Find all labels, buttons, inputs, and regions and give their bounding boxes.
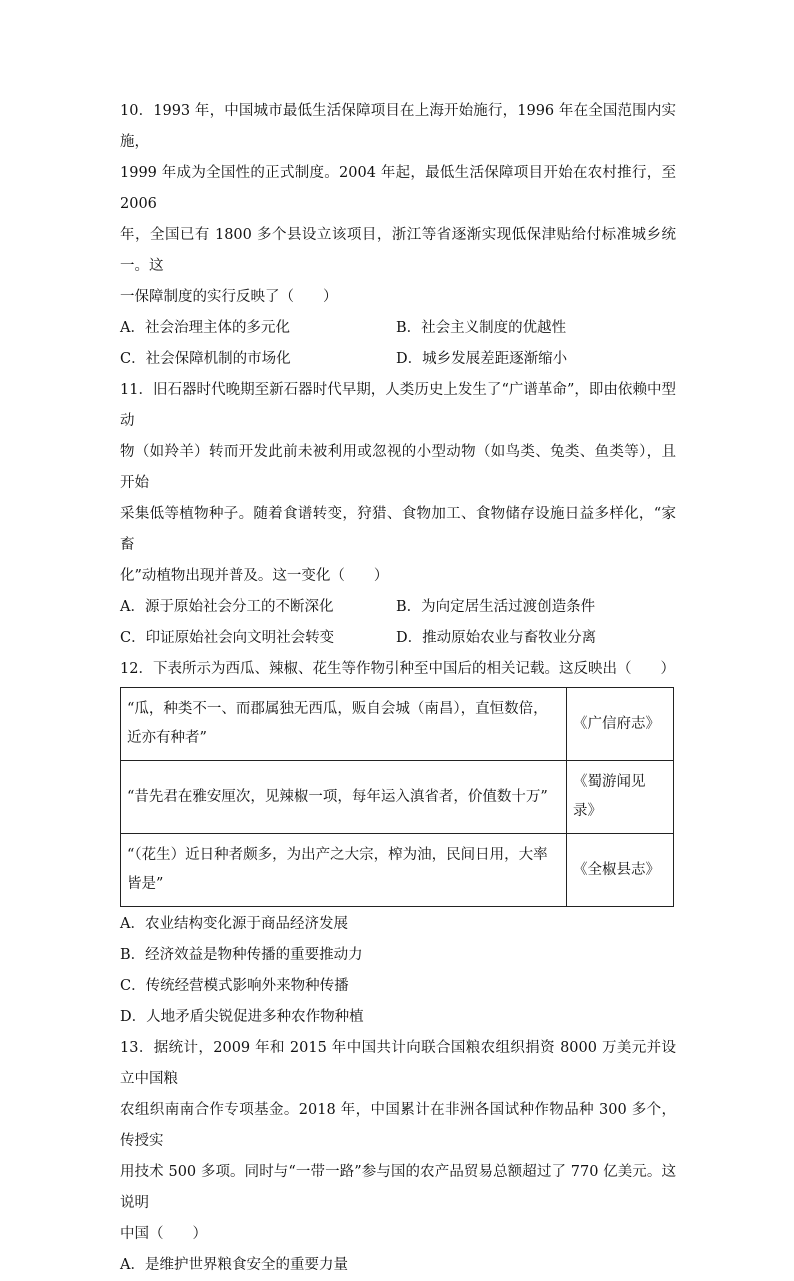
question-10-line-3: 年，全国已有 1800 多个县设立该项目，浙江等省逐渐实现低保津贴给付标准城乡统一。这 xyxy=(120,227,676,274)
question-13-line-4: 中国（ ） xyxy=(120,1226,207,1242)
question-10-line-1: 10．1993 年，中国城市最低生活保障项目在上海开始施行，1996 年在全国范围内实施， xyxy=(120,103,676,150)
question-10-option-c[interactable]: C．社会保障机制的市场化 xyxy=(120,351,291,367)
question-11-options-row-2 xyxy=(120,623,676,654)
question-10-line-4: 一保障制度的实行反映了（ ） xyxy=(120,289,338,305)
question-10-option-a[interactable]: A．社会治理主体的多元化 xyxy=(120,320,290,336)
question-13-line-2: 农组织南南合作专项基金。2018 年，中国累计在非洲各国试种作物品种 300 多个，传授实 xyxy=(120,1102,676,1149)
table-cell-quote: “瓜，种类不一、而郡属独无西瓜，贩自会城（南昌），直恒数倍，近亦有种者” xyxy=(121,688,567,761)
question-10 xyxy=(120,96,676,375)
question-11-option-a[interactable]: A．源于原始社会分工的不断深化 xyxy=(120,599,334,615)
question-12-option-d[interactable]: D．人地矛盾尖锐促进多种农作物种植 xyxy=(120,1009,364,1025)
question-10-option-d[interactable]: D．城乡发展差距逐渐缩小 xyxy=(396,351,568,367)
question-page xyxy=(120,96,676,1281)
table-cell-source: 《广信府志》 xyxy=(567,688,674,761)
question-10-options-row-1 xyxy=(120,313,676,344)
question-11-line-3: 采集低等植物种子。随着食谱转变，狩猎、食物加工、食物储存设施日益多样化，“家畜 xyxy=(120,506,676,553)
question-12-line-1: 12．下表所示为西瓜、辣椒、花生等作物引种至中国后的相关记载。这反映出（ ） xyxy=(120,661,675,677)
question-11 xyxy=(120,375,676,654)
question-13-option-a[interactable]: A．是维护世界粮食安全的重要力量 xyxy=(120,1257,348,1273)
question-12-option-a[interactable]: A．农业结构变化源于商品经济发展 xyxy=(120,916,348,932)
table-cell-quote: “（花生）近日种者颇多，为出产之大宗，榨为油，民间日用，大率皆是” xyxy=(121,834,567,907)
question-13-line-1: 13．据统计，2009 年和 2015 年中国共计向联合国粮农组织捐资 8000 万美元并设立中国粮 xyxy=(120,1040,676,1087)
source-table xyxy=(120,687,674,907)
table-cell-quote: “昔先君在雅安厘次，见辣椒一项，每年运入滇省者，价值数十万” xyxy=(121,761,567,834)
question-11-line-1: 11．旧石器时代晚期至新石器时代早期，人类历史上发生了“广谱革命”，即由依赖中型动 xyxy=(120,382,676,429)
question-11-option-b[interactable]: B．为向定居生活过渡创造条件 xyxy=(396,599,596,615)
table-row xyxy=(121,761,674,834)
question-11-line-2: 物（如羚羊）转而开发此前未被利用或忽视的小型动物（如鸟类、兔类、鱼类等），且开始 xyxy=(120,444,676,491)
table-row xyxy=(121,834,674,907)
question-12-option-c[interactable]: C．传统经营模式影响外来物种传播 xyxy=(120,978,349,994)
question-11-line-4: 化”动植物出现并普及。这一变化（ ） xyxy=(120,568,389,584)
table-cell-source: 《蜀游闻见录》 xyxy=(567,761,674,834)
table-cell-source: 《全椒县志》 xyxy=(567,834,674,907)
question-13 xyxy=(120,1033,676,1281)
table-row xyxy=(121,688,674,761)
question-10-line-2: 1999 年成为全国性的正式制度。2004 年起，最低生活保障项目开始在农村推行，至 2006 xyxy=(120,165,676,212)
question-11-option-c[interactable]: C．印证原始社会向文明社会转变 xyxy=(120,630,335,646)
question-10-option-b[interactable]: B．社会主义制度的优越性 xyxy=(396,320,567,336)
question-13-line-3: 用技术 500 多项。同时与“一带一路”参与国的农产品贸易总额超过了 770 亿美元。这说明 xyxy=(120,1164,676,1211)
question-12-option-b[interactable]: B．经济效益是物种传播的重要推动力 xyxy=(120,947,363,963)
question-11-options-row-1 xyxy=(120,592,676,623)
question-10-options-row-2 xyxy=(120,344,676,375)
question-12 xyxy=(120,654,676,1033)
question-11-option-d[interactable]: D．推动原始农业与畜牧业分离 xyxy=(396,630,597,646)
